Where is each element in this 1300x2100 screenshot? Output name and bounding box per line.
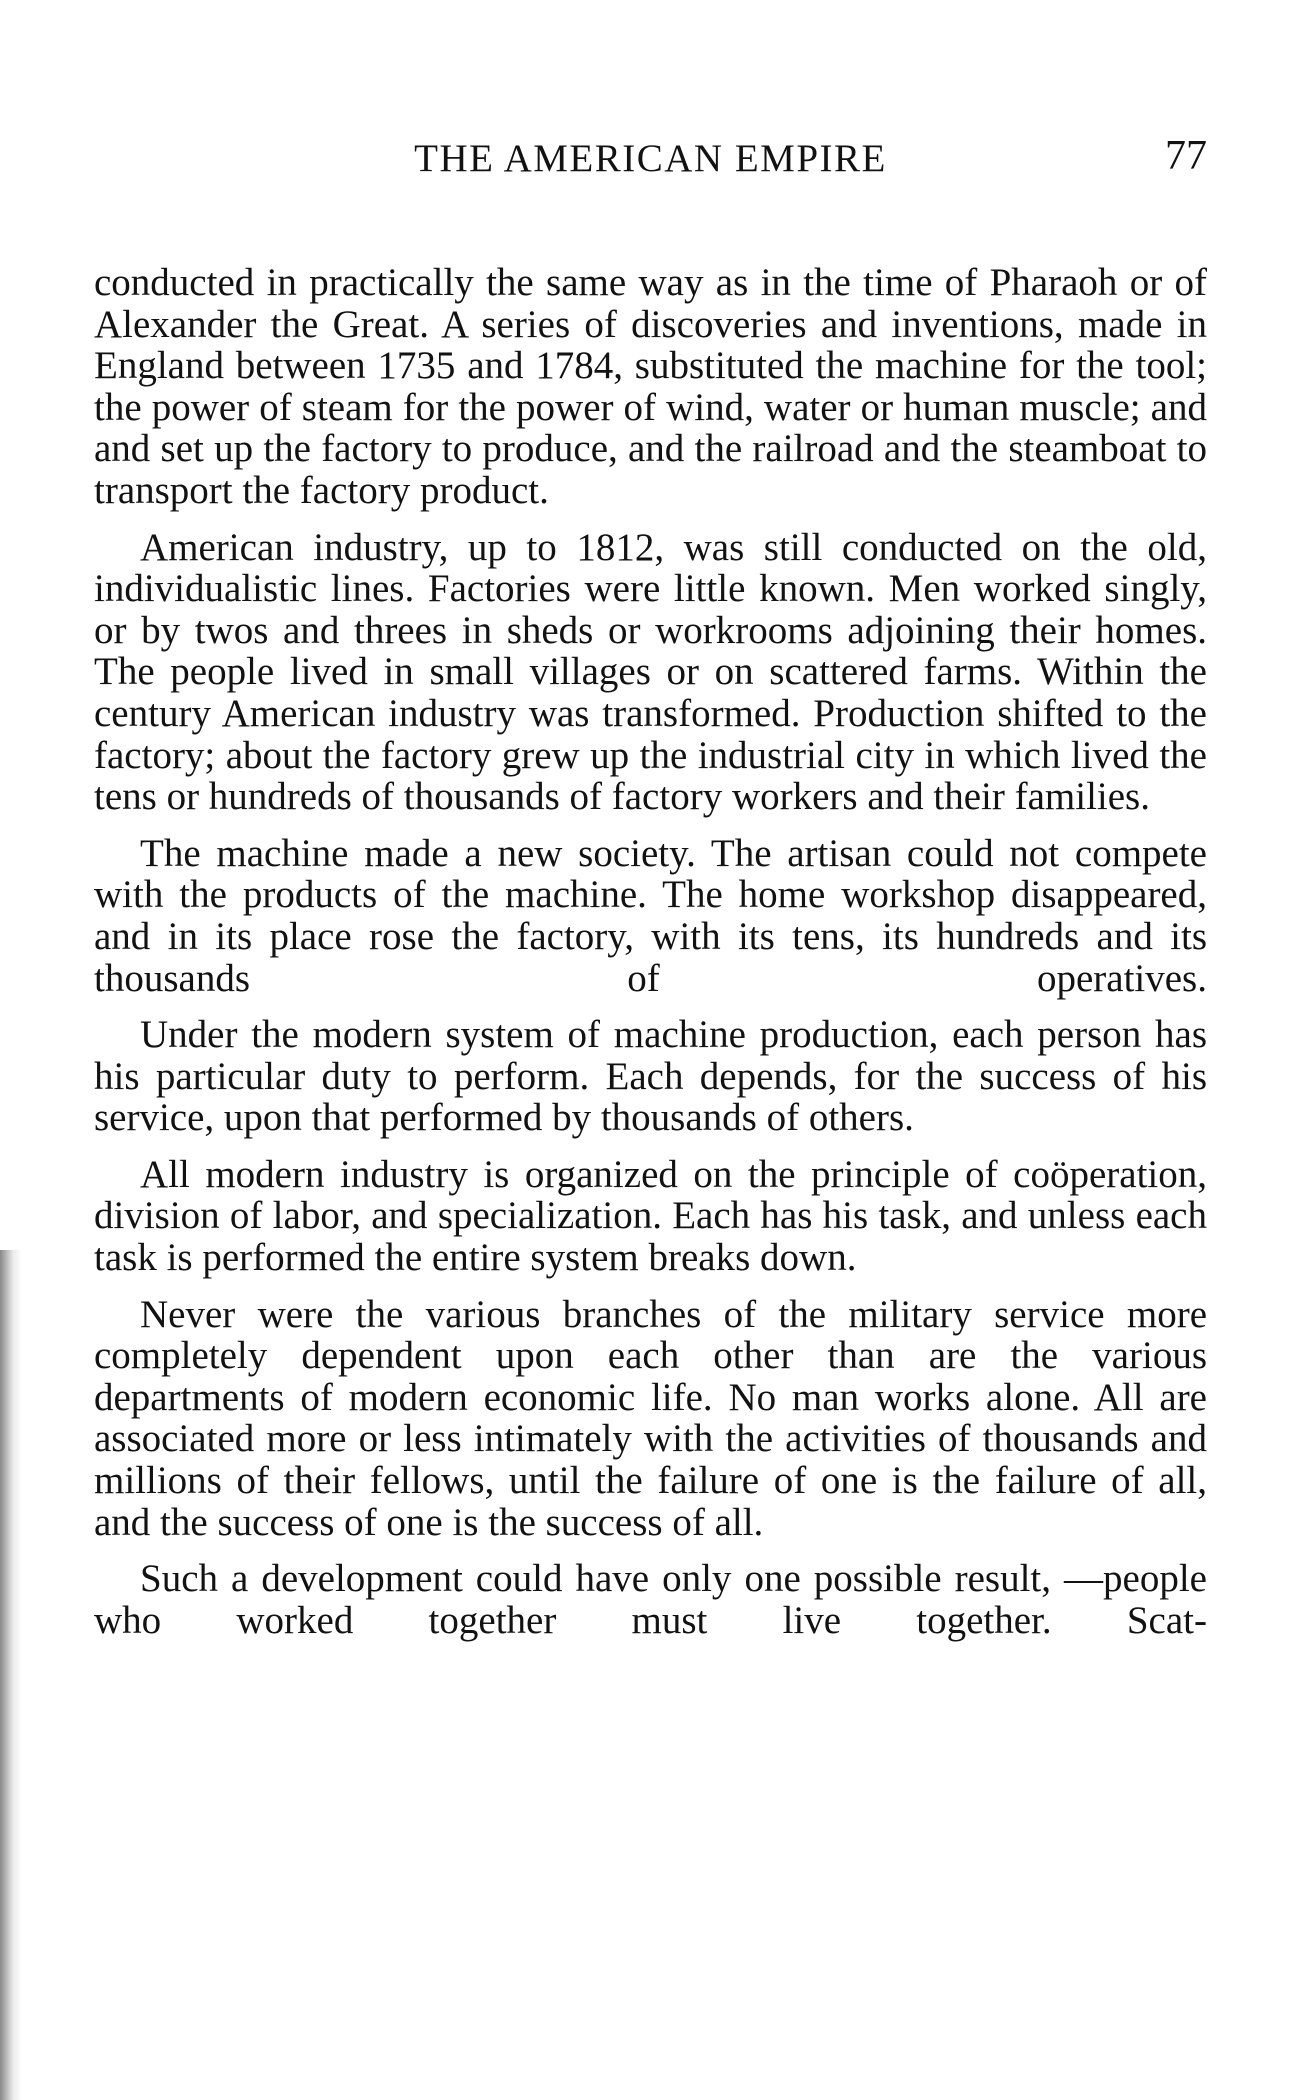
paragraph-6: Never were the various branches of the military service more completely dependent upon each other than are the various departments of modern economic life. No man works alone. All are associated more or less intimately with the activities of thousands and millions of their fellows, until the failure of one is the failure of all, and the success of one is the success of all.	[94, 1292, 1207, 1544]
page-number: 77	[1165, 133, 1207, 179]
paragraph-5: All modern industry is organized on the principle of coöperation, division of labor, and specialization. Each has his task, and unless each task is performed the entire system breaks down.	[94, 1152, 1207, 1280]
paragraph-7: Such a development could have only one possible result, —people who worked together must live together. Scat-	[94, 1557, 1207, 1642]
running-head	[94, 128, 1207, 188]
body-text	[94, 262, 1207, 1641]
binding-shadow	[0, 1250, 22, 2100]
paragraph-1: conducted in practically the same way as in the time of Pharaoh or of Alexander the Great. A series of discoveries and inventions, made in England between 1735 and 1784, substituted the machine for the tool; the power of steam for the power of wind, water or human muscle; and and set up the factory to produce, and the railroad and the steamboat to transport the factory product.	[94, 261, 1207, 512]
running-title: THE AMERICAN EMPIRE	[414, 137, 887, 180]
paragraph-2: American industry, up to 1812, was still conducted on the old, individualistic lines. Factories were little known. Men worked singly, or by twos and threes in sheds or workrooms adjoining their homes. The people lived in small villages or on scattered farms. Within the century American industry was transformed. Production shifted to the factory; about the factory grew up the industrial city in which lived the tens or hundreds of thousands of factory workers and their families.	[94, 525, 1207, 819]
paragraph-4: Under the modern system of machine production, each person has his particular duty to perform. Each depends, for the success of his service, upon that performed by thousands of others.	[94, 1013, 1207, 1140]
paragraph-3: The machine made a new society. The artisan could not compete with the products of the machine. The home workshop disappeared, and in its place rose the factory, with its tens, its hundreds and its thousands of operatives.	[94, 831, 1207, 1000]
